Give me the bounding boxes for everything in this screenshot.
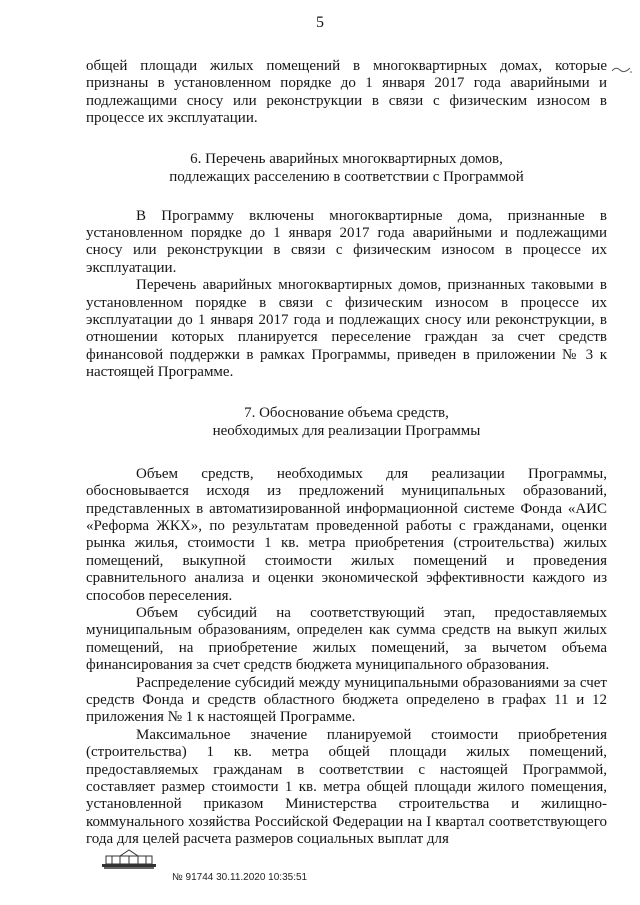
section-6-paragraph-1: В Программу включены многоквартирные дома, признанные в установленном порядке до 1 января 2017 года аварийными и подлежащими сносу или реконструкции в связи с физическим износом в процессе их эксплуатации. (86, 207, 607, 276)
section-6-paragraph-2: Перечень аварийных многоквартирных домов, признанных таковыми в установленном порядке в связи с физическим износом в процессе их эксплуатации до 1 января 2017 года и подлежащих сносу или реконструкции, в отношении которых планируется переселение граждан за счет средств финансовой поддержки в рамках Программы, приведен в приложении № 3 к настоящей Программе. (86, 277, 607, 381)
page-number: 5 (316, 14, 324, 31)
document-body (86, 58, 607, 849)
section-7-title-line1: 7. Обоснование объема средств, (244, 404, 449, 421)
section-6-title-line1: 6. Перечень аварийных многоквартирных домов, (190, 150, 503, 167)
section-7-paragraph-1: Объем средств, необходимых для реализации Программы, обосновывается исходя из предложений муниципальных образований, представленных в автоматизированной информационной системе Фонда «АИС «Реформа ЖКХ», по результатам проведенной работы с гражданами, оценки рынка жилья, стоимости 1 кв. метра приобретения (строительства) жилых помещений, выкупной стоимости жилых помещений и проведения сравнительного анализа и оценки экономической эффективности каждого из способов переселения. (86, 465, 607, 604)
government-building-emblem-icon (100, 848, 158, 870)
scan-mark-icon (610, 62, 634, 76)
section-7-paragraph-3: Распределение субсидий между муниципальными образованиями за счет средств Фонда и средств областного бюджета определено в графах 11 и 12 приложения № 1 к настоящей Программе. (86, 674, 607, 726)
section-7-paragraph-2: Объем субсидий на соответствующий этап, предоставляемых муниципальным образованиям, определен как сумма средств на выкуп жилых помещений, на приобретение жилых помещений, за вычетом объема финансирования за счет средств бюджета муниципального образования. (86, 604, 607, 674)
section-7-paragraph-4: Максимальное значение планируемой стоимости приобретения (строительства) 1 кв. метра общей площади жилых помещений, предоставляемых гражданам в соответствии с настоящей Программой, составляет размер стоимости 1 кв. метра общей площади жилого помещения, установленной приказом Министерства строительства и жилищно-коммунального хозяйства Российской Федерации на I квартал соответствующего года для целей расчета размеров социальных выплат для (86, 726, 607, 848)
section-7-title-line2: необходимых для реализации Программы (212, 422, 481, 439)
document-stamp: № 91744 30.11.2020 10:35:51 (172, 872, 308, 883)
section-7-heading (86, 404, 607, 440)
section-6-title-line2: подлежащих расселению в соответствии с Программой (169, 168, 524, 185)
paragraph-intro: общей площади жилых помещений в многоквартирных домах, которые признаны в установленном порядке до 1 января 2017 года аварийными и подлежащими сносу или реконструкции в связи с физическим износом в процессе их эксплуатации. (86, 58, 607, 127)
section-6-heading (86, 150, 607, 186)
